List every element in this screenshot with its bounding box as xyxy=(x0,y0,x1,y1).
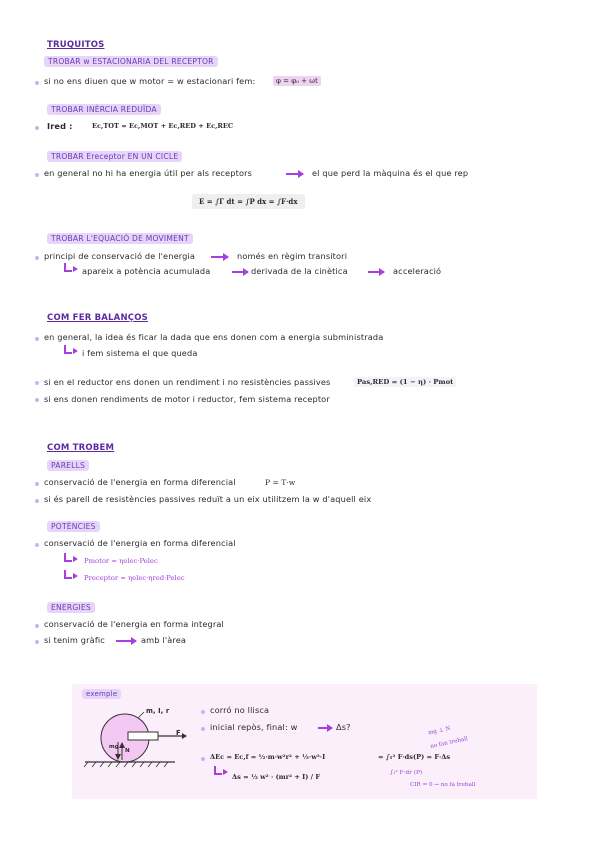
formula-p-tw: P = T·w xyxy=(265,478,296,487)
bullet xyxy=(35,398,39,402)
arrow-icon xyxy=(368,271,384,273)
arrow-icon xyxy=(211,256,228,258)
label-mg: mg xyxy=(109,744,119,750)
text-parells-conservacio: conservació de l'energia en forma diferencial xyxy=(44,477,236,487)
text-regim-transitori: només en règim transitori xyxy=(237,251,348,261)
text-corro-no-llisca: corró no llisca xyxy=(210,705,270,715)
bullet xyxy=(35,173,39,177)
bullet xyxy=(35,640,39,644)
heading-w-estacionaria: TROBAR w ESTACIONARIA DEL RECEPTOR xyxy=(44,56,218,67)
equation-delta-s: Δs = ½ w² · (mr² + I) / F xyxy=(232,773,321,781)
note-no-fan-treball: no fan treball xyxy=(429,736,469,750)
text-w-motor: si no ens diuen que w motor = w estacionari fem: xyxy=(44,76,256,86)
bullet xyxy=(201,757,205,761)
label-force-f: F xyxy=(176,729,181,737)
handle-bar xyxy=(128,732,158,740)
bullet xyxy=(35,543,39,547)
text-energies-conservacio: conservació de l'energia en forma integral xyxy=(44,619,224,629)
formula-pas-red: Pas,RED = (1 − η) · Pmot xyxy=(354,377,456,387)
text-idea-general: en general, la idea és ficar la dada que ens donen com a energia subministrada xyxy=(44,332,384,342)
return-arrow-icon xyxy=(214,766,222,775)
bullet xyxy=(35,256,39,260)
example-tag: exemple xyxy=(82,689,121,699)
equation-work-integral: = ∫₁² F·ds(P) = F·Δs xyxy=(378,753,451,761)
text-derivada-cinetica: derivada de la cinètica xyxy=(251,266,348,276)
bullet xyxy=(35,81,39,85)
formula-energia-cicle: E = ∫Γ dt = ∫P dx = ∫F·dx xyxy=(192,194,305,209)
heading-inercia-reduida: TROBAR INÈRCIA REDUÏDA xyxy=(47,104,161,115)
arrow-icon xyxy=(232,271,248,273)
text-parell-resistencies: si és parell de resistències passives reduït a un eix utilitzem la w d'aquell eix xyxy=(44,494,372,504)
label-ired: Ired : xyxy=(47,121,73,131)
label-n: N xyxy=(125,748,130,754)
bullet xyxy=(35,624,39,628)
text-potencia-acumulada: apareix a potència acumulada xyxy=(82,266,211,276)
equation-delta-ec: ΔEc = Ec,f = ½·m·w²r² + ½·w²·I xyxy=(210,753,326,761)
text-potencies-conservacio: conservació de l'energia en forma diferencial xyxy=(44,538,236,548)
text-inicial-repos: inicial repòs, final: w xyxy=(210,722,298,732)
section-title-truquitos: TRUQUITOS xyxy=(47,40,105,50)
bullet xyxy=(35,337,39,341)
text-energia-util: en general no hi ha energia útil per als receptors xyxy=(44,168,253,178)
bullet xyxy=(201,710,205,714)
label-m-i-r: m, I, r xyxy=(146,707,170,715)
arrow-icon xyxy=(116,640,136,642)
arrow-icon xyxy=(318,727,332,729)
return-arrow-icon xyxy=(64,553,72,562)
return-arrow-icon xyxy=(64,570,72,579)
text-reductor-rendiment: si en el reductor ens donen un rendiment i no resistències passives xyxy=(44,377,331,387)
text-amb-area: amb l'àrea xyxy=(141,635,187,645)
formula-preceptor: Preceptor = ηelec·ηred·Pelec xyxy=(84,574,185,582)
text-acceleracio: acceleració xyxy=(393,266,442,276)
text-maquina: el que perd la màquina és el que rep xyxy=(312,168,469,178)
bullet xyxy=(35,482,39,486)
bullet xyxy=(201,727,205,731)
text-fem-sistema: i fem sistema el que queda xyxy=(82,348,198,358)
section-title-com-trobem: COM TROBEM xyxy=(47,443,115,453)
roller-diagram xyxy=(80,700,190,775)
text-principi-conservacio: principi de conservació de l'energia xyxy=(44,251,196,261)
heading-parells: PARELLS xyxy=(47,460,89,471)
formula-pmotor: Pmotor = ηelec·Pelec xyxy=(84,557,158,565)
section-title-balancos: COM FER BALANÇOS xyxy=(47,313,148,323)
heading-energies: ENERGIES xyxy=(47,602,95,613)
heading-equacio-moviment: TROBAR L'EQUACIÓ DE MOVIMENT xyxy=(47,233,193,244)
bullet xyxy=(35,126,39,130)
text-delta-s: Δs? xyxy=(336,722,351,732)
formula-ec-tot: Ec,TOT = Ec,MOT + Ec,RED + Ec,REC xyxy=(92,122,234,130)
heading-ereceptor: TROBAR Ereceptor EN UN CICLE xyxy=(47,151,182,162)
formula-phi: φ = φ₀ + ωt xyxy=(273,76,321,86)
note-integral-f-dr: ∫₁² F·dr (P) xyxy=(390,770,423,776)
return-arrow-icon xyxy=(64,263,72,272)
bullet xyxy=(35,381,39,385)
arrow-icon xyxy=(286,173,303,175)
bullet xyxy=(35,499,39,503)
note-cir-no-treball: CIR = 0 → no fa treball xyxy=(410,782,476,788)
text-si-tenim-grafic: si tenim gràfic xyxy=(44,635,105,645)
heading-potencies: POTÈNCIES xyxy=(47,521,100,532)
return-arrow-icon xyxy=(64,345,72,354)
text-rendiments-motor-reductor: si ens donen rendiments de motor i reductor, fem sistema receptor xyxy=(44,394,330,404)
note-mg-perp-n: mg ⊥ N xyxy=(427,725,451,737)
